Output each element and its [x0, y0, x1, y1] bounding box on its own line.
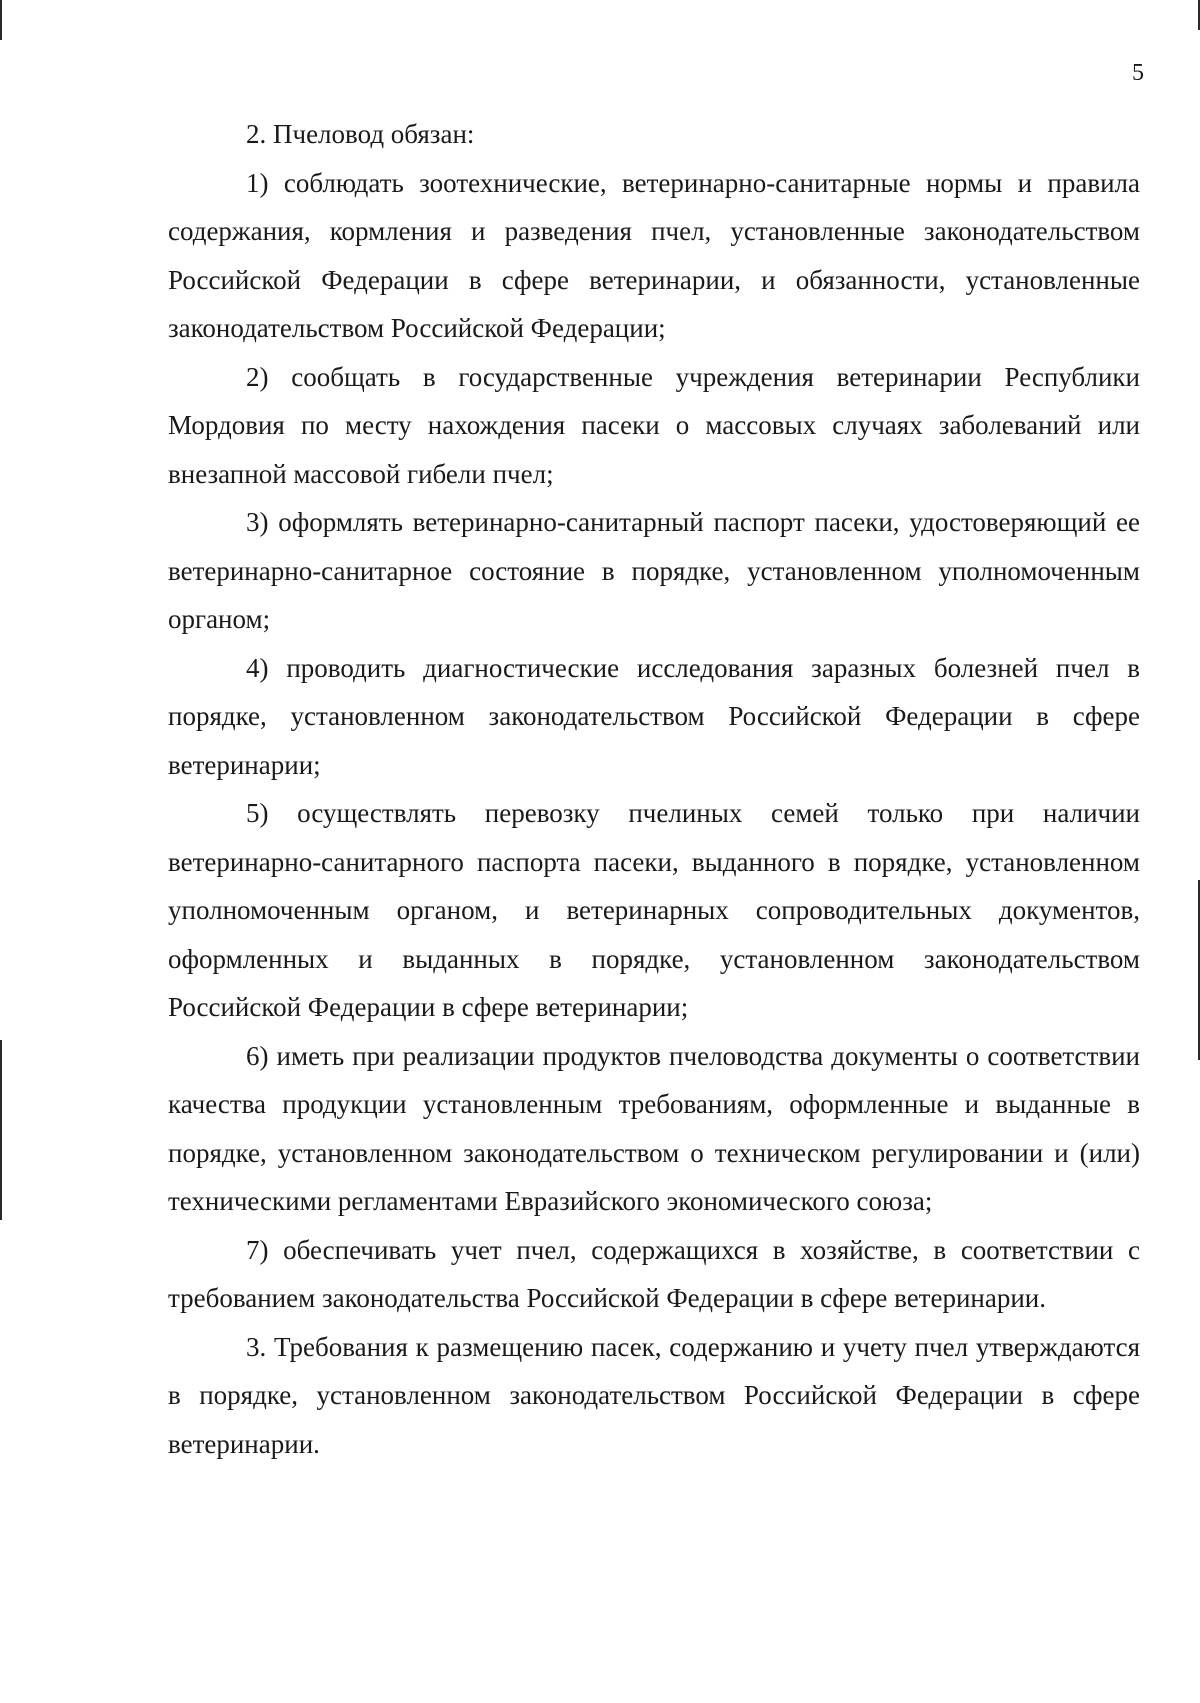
- document-body: [168, 110, 1140, 1468]
- paragraph-item-4: 4) проводить диагностические исследования заразных болезней пчел в порядке, установленном законодательством Российской Федерации в сфере ветеринарии;: [168, 652, 1140, 780]
- paragraph-item-6: 6) иметь при реализации продуктов пчеловодства документы о соответствии качества продукции установленным требованиям, оформленные и выданные в порядке, установленном законодательством о техническом регулировании и (или) техническими регламентами Евразийского экономического союза;: [168, 1040, 1140, 1216]
- paragraph-item-7: 7) обеспечивать учет пчел, содержащихся в хозяйстве, в соответствии с требованием законодательства Российской Федерации в сфере ветеринарии.: [168, 1234, 1140, 1313]
- page-number: 5: [1132, 60, 1144, 86]
- scan-edge-mark: [0, 0, 2, 40]
- paragraph-item-3: 3) оформлять ветеринарно-санитарный паспорт пасеки, удостоверяющий ее ветеринарно-санитарное состояние в порядке, установленном уполномоченным органом;: [168, 507, 1140, 634]
- paragraph-item-1: 1) соблюдать зоотехнические, ветеринарно-санитарные нормы и правила содержания, кормления и разведения пчел, установленные законодательством Российской Федерации в сфере ветеринарии, и обязанности, установленные законодательством Российской Федерации;: [168, 167, 1140, 343]
- paragraph-item-2: 2) сообщать в государственные учреждения ветеринарии Республики Мордовия по месту нахождения пасеки о массовых случаях заболеваний или внезапной массовой гибели пчел;: [168, 361, 1140, 489]
- paragraph-duties-heading: 2. Пчеловод обязан:: [246, 119, 475, 149]
- paragraph-section-3: 3. Требования к размещению пасек, содержанию и учету пчел утверждаются в порядке, установленном законодательством Российской Федерации в сфере ветеринарии.: [168, 1331, 1140, 1459]
- paragraph-item-5: 5) осуществлять перевозку пчелиных семей только при наличии ветеринарно-санитарного паспорта пасеки, выданного в порядке, установленном уполномоченным органом, и ветеринарных сопроводительных документов, оформленных и выданных в порядке, установленном законодательством Российской Федерации в сфере ветеринарии;: [168, 798, 1140, 1022]
- scan-edge-mark: [0, 1040, 2, 1220]
